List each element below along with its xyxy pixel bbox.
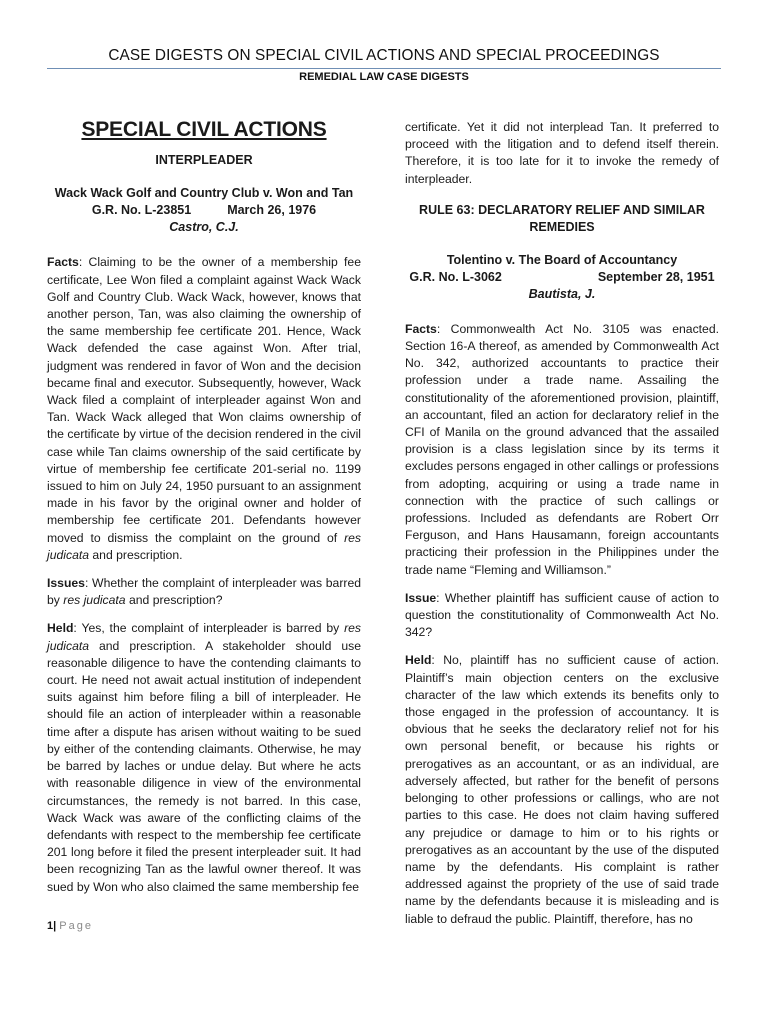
facts-label: Facts <box>405 321 437 336</box>
case-title: Wack Wack Golf and Country Club v. Won and Tan <box>54 186 354 201</box>
issues-end: and prescription? <box>125 593 223 608</box>
facts-label: Facts <box>47 255 79 270</box>
continuation-paragraph: certificate. Yet it did not interplead Tan. It preferred to proceed with the litigation and to defend itself therein. Therefore, it is too late for it to invoke the remedy of interpleader. <box>405 120 719 186</box>
held-text: : Yes, the complaint of interpleader is barred by <box>73 621 345 636</box>
facts-paragraph <box>47 254 361 564</box>
held-paragraph <box>405 652 719 927</box>
held-label: Held <box>47 621 74 636</box>
held-end: and prescription. A stakeholder should use reasonable diligence to have the contending claimants to court. He need not await actual institution of independent suits against him before filing a bill of interpleader. He should file an action of interpleader within a reasonable time after a dispute has arisen without waiting to be sued by either of the contending claimants. Otherwise, he may be barred by laches or undue delay. But where he acts with reasonable diligence in view of the environmental circumstances, the remedy is not barred. In this case, Wack Wack was aware of the conflicting claims of the defendants with respect to the membership fee certificate 201 long before it filed the present interpleader suit. It had been recognizing Tan as the lawful owner thereof. It was sued by Won who also claimed the same membership fee <box>47 638 361 894</box>
held-label: Held <box>405 653 432 668</box>
case-header-tolentino <box>405 252 719 303</box>
document-header-title: CASE DIGESTS ON SPECIAL CIVIL ACTIONS AND SPECIAL PROCEEDINGS <box>108 47 660 64</box>
page-label: Page <box>59 920 93 932</box>
document-header-subtitle: REMEDIAL LAW CASE DIGESTS <box>299 71 469 83</box>
case-date: September 28, 1951 <box>597 269 715 284</box>
issue-label: Issue <box>405 590 437 605</box>
footer-separator: | <box>53 920 57 932</box>
held-paragraph <box>47 620 361 895</box>
header-divider <box>47 68 721 69</box>
issue-paragraph <box>405 590 719 642</box>
facts-text: : Commonwealth Act No. 3105 was enacted. Section 16-A thereof, as amended by Commonwealth Act No. 342, authorized accountants to practice their profession under a trade name. Assailing the constitutionality of the aforementioned provision, plaintiff, an accountant, filed an action for declaratory relief in the CFI of Manila on the ground advanced that the assailed provision is a class legislation since by its terms it excludes persons engaged in other callings or professions from adopting, acquiring or using a trade name in connection with the practice of such callings or professions. Included as defendants are Robert Orr Ferguson, and Hans Hausamann, foreign accountants practicing their profession in the Philippines under the trade name “Fleming and Williamson.” <box>405 321 719 577</box>
left-column <box>47 118 361 896</box>
issue-text: : Whether plaintiff has sufficient cause of action to question the constitutionality of Commonwealth Act No. 342? <box>405 590 719 640</box>
main-heading: SPECIAL CIVIL ACTIONS <box>81 118 327 141</box>
page-footer <box>47 920 93 932</box>
case-ponente: Castro, C.J. <box>169 220 239 235</box>
issues-text: : Whether the complaint of interpleader was barred by <box>47 576 361 608</box>
case-citation <box>405 269 719 286</box>
facts-paragraph <box>405 321 719 579</box>
case-title: Tolentino v. The Board of Accountancy <box>446 252 678 267</box>
case-date: March 26, 1976 <box>227 203 317 218</box>
case-gr-number: G.R. No. L-3062 <box>409 269 502 284</box>
facts-text: : Claiming to be the owner of a membership fee certificate, Lee Won filed a complaint against Wack Wack Golf and Country Club. Wack Wack, however, knows that another person, Tan, was also claiming the ownership of the same membership fee certificate 201. Hence, Wack Wack defended the case against Won. After trial, judgment was rendered in favor of Won and the decision became final and executor. Subsequently, however, Wack Wack filed a complaint of interpleader against Won and Tan. Wack Wack alleged that Won claims ownership of the certificate by virtue of the decision rendered in the civil case while Tan claims ownership of the said certificate by virtue of membership fee certificate 201-serial no. 1199 issued to him on July 24, 1950 pursuant to an assignment made in his favor by the original owner and holder of membership fee certificate 201. Defendants however moved to dismiss the complaint on the ground of <box>47 255 361 545</box>
case-citation <box>47 202 361 219</box>
case-gr-number: G.R. No. L-23851 <box>91 203 192 218</box>
held-italic: res judicata <box>47 621 361 653</box>
facts-end: and prescription. <box>89 547 183 562</box>
held-text: : No, plaintiff has no sufficient cause of action. Plaintiff’s main objection centers on the exclusive character of the law which extends its benefits only to those engaged in the profession of accountancy. It is obvious that he seeks the declaratory relief not for his own personal benefit, or because his rights or prerogatives as an accountant, or as an individual, are adversely affected, but rather for the benefit of persons belonging to other professions or callings, who are not parties to this case. He does not claim having suffered any prejudice or damage to him or to his rights or prerogatives as an accountant by the use of the disputed name by the defendants. His complaint is rather addressed against the propriety of the use of said trade name by the defendants because it is misleading and is liable to defraud the public. Plaintiff, therefore, has no <box>405 653 719 926</box>
facts-italic: res judicata <box>47 530 361 562</box>
rule-heading: RULE 63: DECLARATORY RELIEF AND SIMILAR REMEDIES <box>419 202 705 234</box>
page-number: 1 <box>47 920 54 932</box>
issues-label: Issues <box>47 576 85 591</box>
issues-paragraph <box>47 575 361 609</box>
right-column <box>405 119 719 928</box>
section-heading: INTERPLEADER <box>155 153 253 168</box>
issues-italic: res judicata <box>63 593 126 608</box>
case-header-wack-wack <box>47 185 361 236</box>
case-ponente: Bautista, J. <box>528 286 596 301</box>
